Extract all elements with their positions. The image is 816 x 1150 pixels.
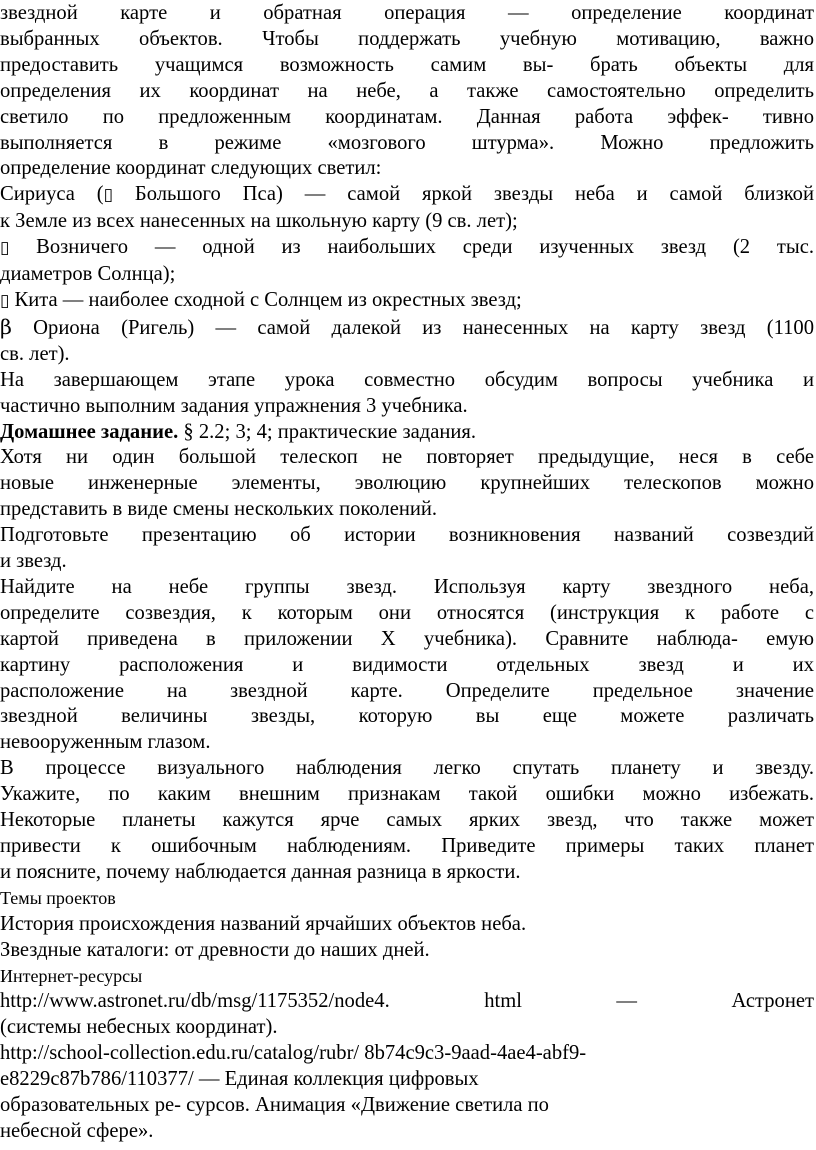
resource-link-school-collection[interactable]: http://school-collection.edu.ru/catalog/rubr/ 8b74c9c3-9aad-4ae4-abf9- bbox=[0, 1042, 587, 1065]
intro-line: звездной карте и обратная операция — определение координат bbox=[0, 2, 814, 24]
task-line: Подготовьте презентацию об истории возникновения названий созвездий bbox=[0, 524, 814, 547]
resource-description: (системы небесных координат). bbox=[0, 1016, 278, 1039]
missing-glyph-icon: ▯ bbox=[0, 238, 10, 259]
task-line: картину расположения и видимости отдельных звезд и их bbox=[0, 653, 814, 676]
task-line: Найдите на небе группы звезд. Используя карту звездного неба, bbox=[0, 575, 814, 598]
beta-symbol: β bbox=[0, 314, 12, 339]
task-line: и звезд. bbox=[0, 550, 67, 573]
star-text: Возничего — одной из наибольших среди изученных звезд (2 тыс. bbox=[9, 236, 814, 259]
task-line: Хотя ни один большой телескоп не повторяет предыдущие, неся в себе bbox=[0, 446, 814, 469]
project-topic: Звездные каталоги: от древности до наших дней. bbox=[0, 938, 430, 961]
task-line: невооруженным глазом. bbox=[0, 731, 211, 754]
resource-description: небесной сфере». bbox=[0, 1119, 154, 1142]
final-stage-line: частично выполним задания упражнения 3 учебника. bbox=[0, 394, 468, 417]
resource-link-astronet[interactable]: http://www.astronet.ru/db/msg/1175352/node4. html — Астронет bbox=[0, 990, 814, 1013]
resource-description: e8229c87b786/110377/ — Единая коллекция цифровых bbox=[0, 1068, 479, 1091]
homework-text: § 2.2; 3; 4; практические задания. bbox=[178, 420, 477, 443]
star-item-sirius-cont: к Земле из всех нанесенных на школьную карту (9 св. лет); bbox=[0, 210, 518, 233]
star-item-cetus bbox=[0, 288, 814, 315]
task-line: картой приведена в приложении X учебника). Сравните наблюда- емую bbox=[0, 627, 814, 650]
final-stage-line: На завершающем этапе урока совместно обсудим вопросы учебника и bbox=[0, 368, 814, 391]
missing-glyph-icon: ▯ bbox=[103, 185, 113, 206]
project-topic: История происхождения названий ярчайших объектов неба. bbox=[0, 912, 527, 935]
task-line: представить в виде смены нескольких поколений. bbox=[0, 498, 438, 521]
star-item-auriga-cont: диаметров Солнца); bbox=[0, 263, 176, 286]
star-text: Ориона (Ригель) — самой далекой из нанесенных на карту звезд (1100 bbox=[11, 316, 814, 339]
intro-line: определение координат следующих светил: bbox=[0, 157, 382, 180]
star-item-orion bbox=[0, 315, 814, 342]
intro-line: выполняется в режиме «мозгового штурма». Можно предложить bbox=[0, 131, 814, 154]
task-line: звездной величины звезды, которую вы еще можете различать bbox=[0, 705, 814, 728]
task-line: расположение на звездной карте. Определите предельное значение bbox=[0, 679, 814, 702]
homework-line bbox=[0, 420, 814, 446]
intro-line: определения их координат на небе, а также самостоятельно определить bbox=[0, 79, 814, 102]
star-item-auriga bbox=[0, 235, 814, 262]
star-text: Большого Пса) — самой яркой звезды неба и самой близкой bbox=[113, 183, 814, 206]
task-line: новые инженерные элементы, эволюцию крупнейших телескопов можно bbox=[0, 472, 814, 495]
star-text: Кита — наиболее сходной с Солнцем из окрестных звезд; bbox=[9, 288, 522, 311]
task-line: Укажите, по каким внешним признакам такой ошибки можно избежать. bbox=[0, 783, 814, 806]
resources-heading: Интернет-ресурсы bbox=[0, 965, 143, 986]
intro-line: светило по предложенным координатам. Данная работа эффек- тивно bbox=[0, 105, 814, 128]
star-item-sirius bbox=[0, 182, 814, 209]
task-line: Некоторые планеты кажутся ярче самых ярких звезд, что также может bbox=[0, 809, 814, 832]
star-item-orion-cont: св. лет). bbox=[0, 342, 70, 365]
missing-glyph-icon: ▯ bbox=[0, 290, 10, 311]
intro-line: предоставить учащимся возможность самим вы- брать объекты для bbox=[0, 53, 814, 76]
task-line: В процессе визуального наблюдения легко спутать планету и звезду. bbox=[0, 757, 814, 780]
projects-heading: Темы проектов bbox=[0, 887, 116, 908]
homework-label: Домашнее задание. bbox=[0, 420, 179, 443]
resource-description: образовательных ре- сурсов. Анимация «Движение светила по bbox=[0, 1094, 549, 1117]
task-line: определите созвездия, к которым они относятся (инструкция к работе с bbox=[0, 601, 814, 624]
task-line: привести к ошибочным наблюдениям. Приведите примеры таких планет bbox=[0, 835, 814, 857]
star-text: Сириуса ( bbox=[0, 183, 104, 206]
task-line: и поясните, почему наблюдается данная разница в яркости. bbox=[0, 860, 521, 883]
intro-line: выбранных объектов. Чтобы поддержать учебную мотивацию, важно bbox=[0, 27, 814, 50]
